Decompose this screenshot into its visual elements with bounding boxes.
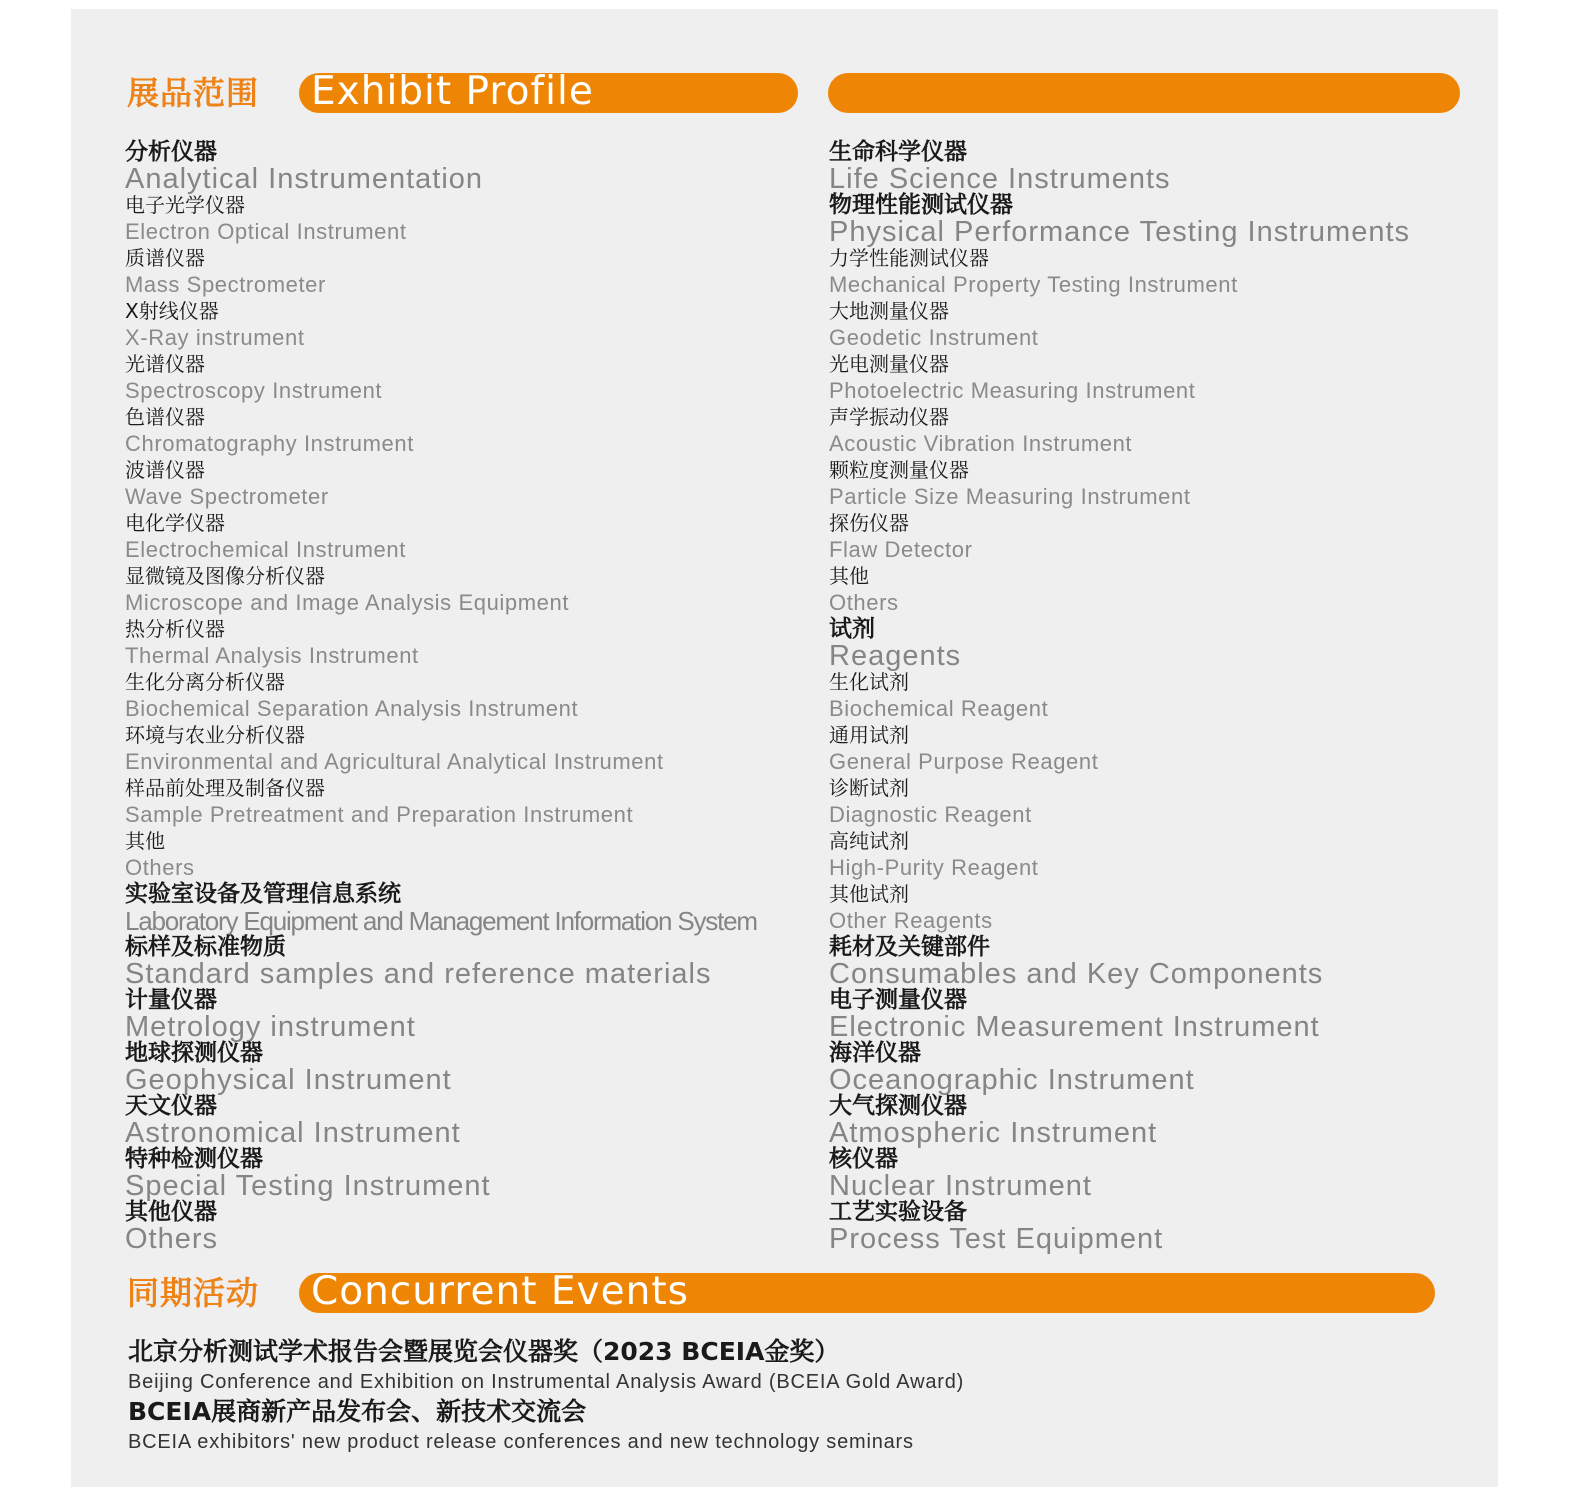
category-name-en: General Purpose Reagent [829, 749, 1099, 774]
category-name-en: Astronomical Instrument [125, 1117, 461, 1149]
category-entry [829, 616, 1489, 672]
category-name-cn: 电子光学仪器 [125, 193, 245, 217]
category-name-en: Others [125, 855, 195, 880]
exhibit-right-column [829, 139, 1489, 1255]
category-name-cn: 高纯试剂 [829, 829, 909, 853]
category-name-en: Metrology instrument [125, 1011, 416, 1043]
category-name-cn: X射线仪器 [125, 299, 219, 323]
category-name-en: High-Purity Reagent [829, 855, 1039, 880]
category-name-en: Diagnostic Reagent [829, 802, 1032, 827]
category-entry [829, 139, 1489, 195]
category-name-cn: 其他 [829, 564, 869, 588]
category-entry [829, 828, 1489, 881]
category-name-cn: 物理性能测试仪器 [829, 192, 1013, 218]
category-entry [829, 669, 1489, 722]
category-name-cn: 电子测量仪器 [829, 987, 967, 1013]
category-entry [125, 669, 815, 722]
category-name-en: Reagents [829, 640, 962, 672]
category-name-cn: 质谱仪器 [125, 246, 205, 270]
category-entry [125, 987, 815, 1043]
category-name-cn: 试剂 [829, 616, 875, 642]
category-entry [125, 1146, 815, 1202]
category-entry [829, 298, 1489, 351]
category-name-en: Electron Optical Instrument [125, 219, 407, 244]
category-name-cn: 波谱仪器 [125, 458, 205, 482]
category-name-en: Microscope and Image Analysis Equipment [125, 590, 570, 615]
category-entry [125, 245, 815, 298]
category-name-cn: 海洋仪器 [829, 1040, 921, 1066]
category-name-en: Biochemical Reagent [829, 696, 1049, 721]
category-name-cn: 其他仪器 [125, 1199, 217, 1225]
category-entry [125, 457, 815, 510]
category-entry [125, 616, 815, 669]
category-entry [829, 245, 1489, 298]
category-entry [829, 722, 1489, 775]
category-name-cn: 光电测量仪器 [829, 352, 949, 376]
category-name-en: Geophysical Instrument [125, 1064, 452, 1096]
category-name-en: Geodetic Instrument [829, 325, 1039, 350]
category-entry [125, 563, 815, 616]
category-name-en: Physical Performance Testing Instruments [829, 216, 1411, 248]
category-entry [829, 1093, 1489, 1149]
category-entry [125, 1040, 815, 1096]
category-name-cn: 力学性能测试仪器 [829, 246, 989, 270]
category-entry [829, 775, 1489, 828]
category-name-en: Process Test Equipment [829, 1223, 1164, 1255]
category-name-en: Others [125, 1223, 219, 1255]
category-name-cn: 标样及标准物质 [125, 934, 286, 960]
category-name-en: Acoustic Vibration Instrument [829, 431, 1133, 456]
category-name-cn: 热分析仪器 [125, 617, 225, 641]
category-name-en: Environmental and Agricultural Analytical Instrument [125, 749, 664, 774]
category-entry [125, 351, 815, 404]
category-name-cn: 探伤仪器 [829, 511, 909, 535]
exhibit-title-en: Exhibit Profile [311, 69, 594, 114]
category-name-en: Consumables and Key Components [829, 958, 1324, 990]
event-title-en: Beijing Conference and Exhibition on Instrumental Analysis Award (BCEIA Gold Award) [128, 1371, 965, 1393]
concurrent-title-en: Concurrent Events [311, 1269, 689, 1314]
category-name-en: Other Reagents [829, 908, 993, 933]
category-name-en: Mechanical Property Testing Instrument [829, 272, 1238, 297]
exhibit-right-pill [828, 73, 1460, 113]
category-name-cn: 大地测量仪器 [829, 299, 949, 323]
category-name-en: Oceanographic Instrument [829, 1064, 1195, 1096]
category-entry [829, 881, 1489, 934]
category-name-cn: 耗材及关键部件 [829, 934, 990, 960]
category-entry [125, 881, 815, 934]
event-title-cn: BCEIA展商新产品发布会、新技术交流会 [128, 1397, 587, 1426]
category-name-en: Photoelectric Measuring Instrument [829, 378, 1196, 403]
category-name-cn: 声学振动仪器 [829, 405, 949, 429]
category-entry [829, 192, 1489, 248]
category-entry [125, 139, 815, 195]
category-entry [125, 1199, 815, 1255]
category-name-cn: 环境与农业分析仪器 [125, 723, 305, 747]
category-name-en: Atmospheric Instrument [829, 1117, 1158, 1149]
category-entry [829, 457, 1489, 510]
exhibit-title-cn: 展品范围 [127, 74, 260, 112]
event-item [128, 1336, 1448, 1396]
category-name-cn: 计量仪器 [125, 987, 217, 1013]
category-entry [829, 934, 1489, 990]
category-name-cn: 地球探测仪器 [125, 1040, 263, 1066]
concurrent-title-pill [299, 1269, 1435, 1314]
event-item [128, 1396, 1448, 1456]
category-name-cn: 诊断试剂 [829, 776, 909, 800]
category-name-en: Laboratory Equipment and Management Information System [125, 906, 757, 936]
category-name-en: Special Testing Instrument [125, 1170, 491, 1202]
category-name-cn: 生化试剂 [829, 670, 909, 694]
category-name-cn: 天文仪器 [125, 1093, 217, 1119]
exhibit-header [127, 69, 1462, 114]
category-name-en: Nuclear Instrument [829, 1170, 1092, 1202]
category-name-en: Chromatography Instrument [125, 431, 414, 456]
category-entry [829, 510, 1489, 563]
category-name-en: Spectroscopy Instrument [125, 378, 383, 403]
category-entry [829, 987, 1489, 1043]
category-name-en: Standard samples and reference materials [125, 958, 712, 990]
category-entry [829, 563, 1489, 616]
category-name-cn: 核仪器 [829, 1146, 898, 1172]
category-name-en: Electrochemical Instrument [125, 537, 406, 562]
category-entry [125, 775, 815, 828]
category-entry [829, 1199, 1489, 1255]
category-name-en: Flaw Detector [829, 537, 973, 562]
category-entry [829, 1040, 1489, 1096]
concurrent-events-list [128, 1336, 1448, 1456]
category-entry [125, 934, 815, 990]
category-name-cn: 大气探测仪器 [829, 1093, 967, 1119]
category-name-cn: 生化分离分析仪器 [125, 670, 285, 694]
category-name-en: Analytical Instrumentation [125, 163, 484, 195]
category-name-cn: 电化学仪器 [125, 511, 225, 535]
event-title-cn: 北京分析测试学术报告会暨展览会仪器奖（2023 BCEIA金奖） [128, 1337, 840, 1366]
category-entry [125, 1093, 815, 1149]
exhibit-left-column [125, 139, 815, 1255]
category-entry [125, 404, 815, 457]
category-name-cn: 工艺实验设备 [829, 1199, 967, 1225]
category-name-en: Particle Size Measuring Instrument [829, 484, 1191, 509]
category-name-cn: 生命科学仪器 [829, 139, 967, 165]
category-entry [125, 722, 815, 775]
concurrent-header [127, 1269, 1437, 1314]
category-name-cn: 实验室设备及管理信息系统 [125, 881, 401, 907]
category-entry [125, 192, 815, 245]
category-entry [125, 510, 815, 563]
category-name-cn: 样品前处理及制备仪器 [125, 776, 325, 800]
exhibit-title-pill [299, 69, 798, 114]
category-entry [125, 298, 815, 351]
category-name-cn: 颗粒度测量仪器 [829, 458, 969, 482]
event-title-en: BCEIA exhibitors' new product release conferences and new technology seminars [128, 1431, 914, 1453]
category-name-en: Sample Pretreatment and Preparation Instrument [125, 802, 634, 827]
category-name-cn: 光谱仪器 [125, 352, 205, 376]
category-name-cn: 特种检测仪器 [125, 1146, 263, 1172]
category-entry [829, 351, 1489, 404]
category-entry [829, 1146, 1489, 1202]
category-name-en: Wave Spectrometer [125, 484, 329, 509]
category-name-en: Biochemical Separation Analysis Instrument [125, 696, 579, 721]
category-name-cn: 色谱仪器 [125, 405, 205, 429]
category-name-en: Electronic Measurement Instrument [829, 1011, 1320, 1043]
category-name-en: X-Ray instrument [125, 325, 305, 350]
category-name-cn: 其他 [125, 829, 165, 853]
category-name-cn: 通用试剂 [829, 723, 909, 747]
category-name-cn: 分析仪器 [125, 139, 217, 165]
category-entry [125, 828, 815, 881]
category-name-en: Thermal Analysis Instrument [125, 643, 419, 668]
category-name-en: Life Science Instruments [829, 163, 1171, 195]
concurrent-title-cn: 同期活动 [127, 1274, 260, 1312]
category-name-cn: 显微镜及图像分析仪器 [125, 564, 325, 588]
category-name-cn: 其他试剂 [829, 882, 909, 906]
category-name-en: Others [829, 590, 899, 615]
category-name-en: Mass Spectrometer [125, 272, 326, 297]
category-entry [829, 404, 1489, 457]
